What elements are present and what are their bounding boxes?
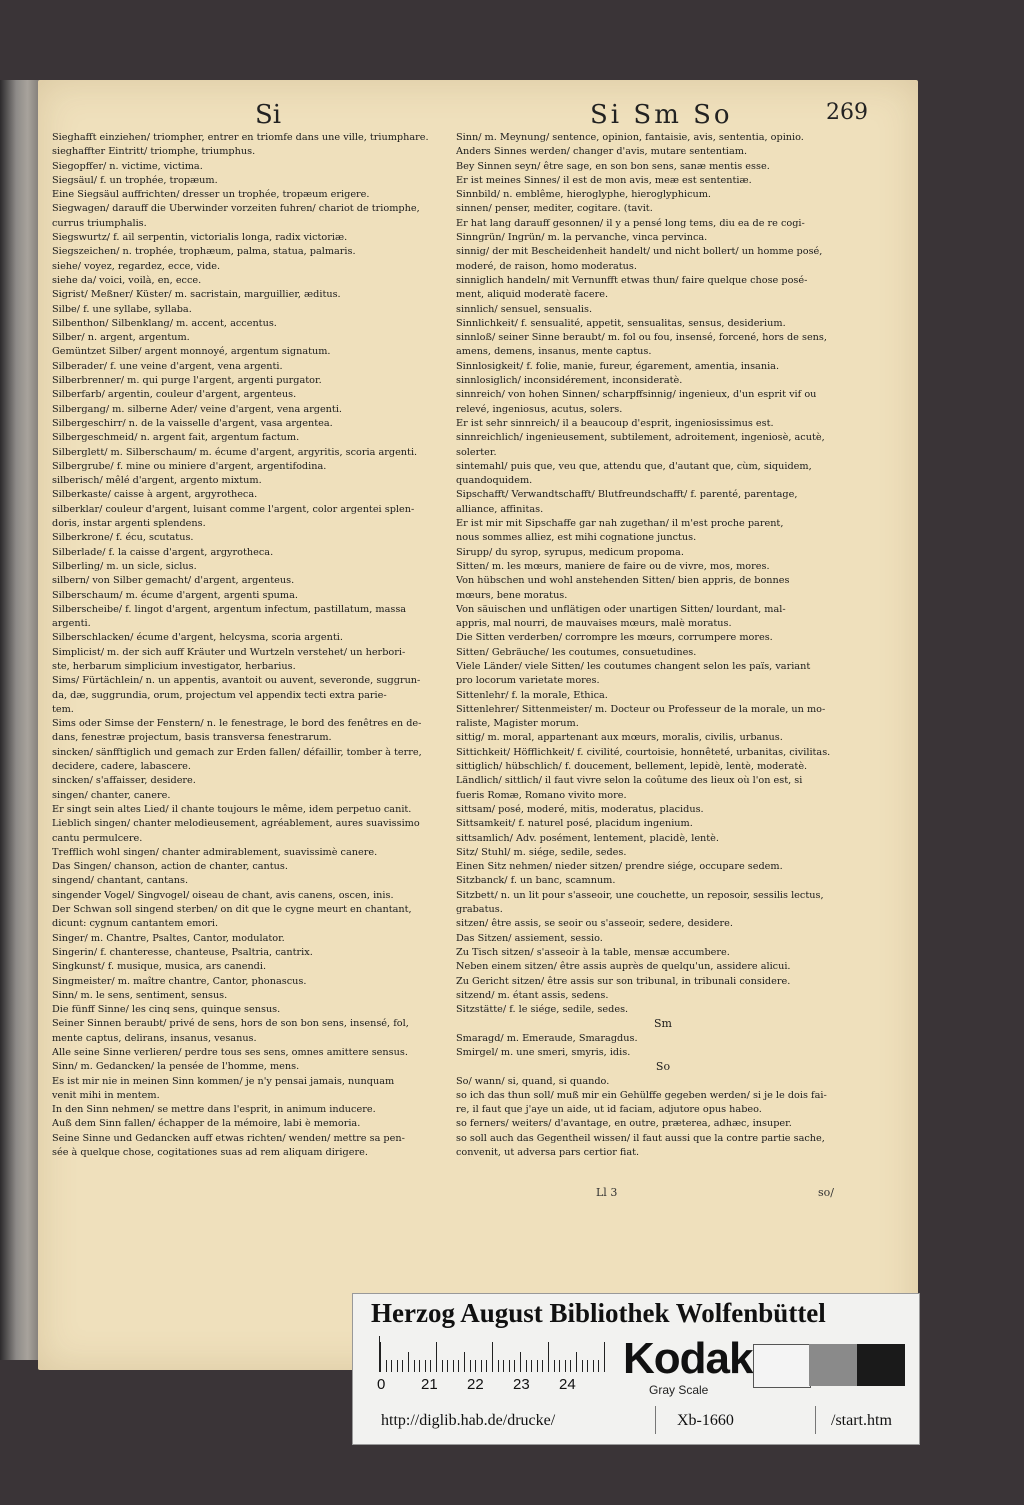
entry-line: Silbenthon/ Silbenklang/ m. accent, accentus. xyxy=(52,317,277,329)
ruler-tick xyxy=(587,1360,588,1372)
ruler-tick xyxy=(447,1360,448,1372)
gray-swatch-black xyxy=(857,1344,905,1386)
entry-line: alliance, affinitas. xyxy=(456,503,544,515)
running-header-right: Si Sm So xyxy=(590,100,733,130)
entry-line: mente captus, delirans, insanus, vesanus. xyxy=(52,1032,257,1044)
entry-line: relevé, ingeniosus, acutus, solers. xyxy=(456,403,623,415)
entry-line: sinnloß/ seiner Sinne beraubt/ m. fol ou fou, insensé, forcené, hors de sens, xyxy=(456,332,827,344)
entry-line: Einen Sitz nehmen/ nieder sitzen/ prendre siége, occupare sedem. xyxy=(456,861,783,873)
entry-line: sitzen/ être assis, se seoir ou s'asseoir, sedere, desidere. xyxy=(456,918,733,930)
entry-line: amens, demens, insanus, mente captus. xyxy=(456,346,652,358)
entry-line: Lieblich singen/ chanter melodieusement, agréablement, aures suavissimo xyxy=(52,818,420,830)
ruler-tick xyxy=(391,1360,392,1372)
ruler-tick xyxy=(464,1352,465,1372)
ruler-tick xyxy=(542,1360,543,1372)
entry-line: Er hat lang darauff gesonnen/ il y a pensé long tems, diu ea de re cogi- xyxy=(456,217,805,229)
entry-line: Es ist mir nie in meinen Sinn kommen/ je n'y pensai jamais, nunquam xyxy=(52,1075,395,1087)
entry-line: venit mihi in mentem. xyxy=(52,1089,160,1101)
ruler-tick xyxy=(414,1360,415,1372)
ruler-tick xyxy=(526,1360,527,1372)
entry-line: Alle seine Sinne verlieren/ perdre tous ses sens, omnes amittere sensus. xyxy=(52,1047,408,1058)
entry-line: Sipschafft/ Verwandtschafft/ Blutfreundschafft/ f. parenté, parentage, xyxy=(456,489,798,501)
entry-line: Zu Gericht sitzen/ être assis sur son tribunal, in tribunali considere. xyxy=(456,975,791,987)
entry-line: Er ist meines Sinnes/ il est de mon avis, meæ est sententiæ. xyxy=(456,174,752,186)
entry-line: Anders Sinnes werden/ changer d'avis, mutare sententiam. xyxy=(456,146,748,158)
entry-line: In den Sinn nehmen/ se mettre dans l'esprit, in animum inducere. xyxy=(52,1104,376,1116)
card-divider xyxy=(655,1406,656,1434)
entry-line: Sinn/ m. le sens, sentiment, sensus. xyxy=(52,989,228,1001)
ruler-tick xyxy=(503,1360,504,1372)
entry-line: Das Sitzen/ assiement, sessio. xyxy=(456,932,603,944)
entry-line: Sm xyxy=(654,1017,672,1031)
ruler-tick xyxy=(481,1360,482,1372)
entry-line: quandoquidem. xyxy=(456,475,533,487)
entry-line: silberklar/ couleur d'argent, luisant comme l'argent, color argentei splen- xyxy=(52,503,415,515)
entry-line: Das Singen/ chanson, action de chanter, cantus. xyxy=(52,861,288,873)
entry-line: Sieghafft einziehen/ triompher, entrer en triomfe dans une ville, triumphare. xyxy=(52,132,429,143)
entry-line: silbern/ von Silber gemacht/ d'argent, argenteus. xyxy=(52,575,295,587)
entry-line: mœurs, bene moratus. xyxy=(456,589,568,601)
ruler-tick xyxy=(486,1360,487,1372)
entry-line: Silberkrone/ f. écu, scutatus. xyxy=(52,532,194,544)
entry-line: sinnig/ der mit Bescheidenheit handelt/ und nicht bollert/ un homme posé, xyxy=(456,246,823,258)
entry-line: tem. xyxy=(52,703,74,715)
card-divider xyxy=(815,1406,816,1434)
entry-line: Siegszeichen/ n. trophée, trophæum, palma, statua, palmaris. xyxy=(52,246,356,258)
entry-line: dicunt: cygnum cantantem emori. xyxy=(52,918,219,930)
ruler-tick xyxy=(554,1360,555,1372)
entry-line: Viele Länder/ viele Sitten/ les coutumes changent selon les païs, variant xyxy=(456,660,811,672)
entry-line: Bey Sinnen seyn/ être sage, en son bon sens, sanæ mentis esse. xyxy=(456,160,770,172)
entry-line: sintemahl/ puis que, veu que, attendu que, d'autant que, cùm, siquidem, xyxy=(456,460,812,472)
entry-line: Sirupp/ du syrop, syrupus, medicum propoma. xyxy=(456,546,684,558)
scale-ruler xyxy=(379,1336,610,1372)
entry-line: so ferners/ weiters/ d'avantage, en outre, præterea, adhæc, insuper. xyxy=(456,1118,792,1130)
entry-line: Sinngrün/ Ingrün/ m. la pervanche, vinca pervinca. xyxy=(456,232,708,244)
entry-line: Siegswurtz/ f. ail serpentin, victorialis longa, radix victoriæ. xyxy=(52,232,348,244)
ruler-tick xyxy=(436,1342,437,1372)
entry-line: appris, mal nourri, de mauvaises mœurs, malè moratus. xyxy=(456,618,732,630)
ruler-tick xyxy=(509,1360,510,1372)
ruler-tick xyxy=(386,1360,387,1372)
entry-line: ste, herbarum simplicium investigator, herbarius. xyxy=(52,660,296,672)
entry-line: Sitten/ m. les mœurs, maniere de faire ou de vivre, mos, mores. xyxy=(456,560,770,572)
ruler-tick xyxy=(470,1360,471,1372)
entry-line: Sittenlehr/ f. la morale, Ethica. xyxy=(456,689,608,701)
entry-line: sincken/ sänfftiglich und gemach zur Erden fallen/ défaillir, tomber à terre, xyxy=(52,746,422,758)
entry-line: sinniglich handeln/ mit Vernunfft etwas thun/ faire quelque chose posé- xyxy=(456,274,808,286)
entry-line: Sitzstätte/ f. le siége, sedile, sedes. xyxy=(456,1004,629,1016)
entry-line: Sittsamkeit/ f. naturel posé, placidum ingenium. xyxy=(456,818,693,830)
entry-line: Der Schwan soll singend sterben/ on dit que le cygne meurt en chantant, xyxy=(52,904,412,916)
ruler-tick xyxy=(408,1352,409,1372)
entry-line: Singmeister/ m. maître chantre, Cantor, phonascus. xyxy=(52,975,307,987)
entry-line: silberisch/ mêlé d'argent, argento mixtum. xyxy=(52,475,262,487)
entry-line: Silbergeschirr/ n. de la vaisselle d'argent, vasa argentea. xyxy=(52,417,333,429)
entry-line: Silberader/ f. une veine d'argent, vena argenti. xyxy=(52,360,283,372)
kodak-logo: Kodak xyxy=(623,1334,753,1383)
start-page-path: /start.htm xyxy=(831,1412,892,1429)
ruler-tick xyxy=(380,1342,381,1372)
catchword: so/ xyxy=(818,1186,834,1199)
entry-line: Seine Sinne und Gedancken auff etwas richten/ wenden/ mettre sa pen- xyxy=(52,1132,405,1144)
entry-line: Silber/ n. argent, argentum. xyxy=(52,332,190,344)
entry-line: singend/ chantant, cantans. xyxy=(52,875,189,887)
entry-line: Silbergrube/ f. mine ou miniere d'argent, argentifodina. xyxy=(52,460,327,472)
entry-line: decidere, cadere, labascere. xyxy=(52,761,191,773)
entry-line: Silberlade/ f. la caisse d'argent, argyrotheca. xyxy=(52,546,274,558)
entry-line: Silberfarb/ argentin, couleur d'argent, argenteus. xyxy=(52,389,297,401)
ruler-number: 21 xyxy=(421,1376,438,1393)
ruler-tick xyxy=(593,1360,594,1372)
entry-line: sinnlosiglich/ inconsidérement, inconsideratè. xyxy=(456,375,683,387)
entry-line: currus triumphalis. xyxy=(52,217,147,229)
ruler-tick xyxy=(453,1360,454,1372)
entry-line: Ländlich/ sittlich/ il faut vivre selon la coûtume des lieux où l'on est, si xyxy=(456,775,803,787)
entry-line: Sinn/ m. Meynung/ sentence, opinion, fantaisie, avis, sententia, opinio. xyxy=(456,132,804,143)
ruler-tick xyxy=(570,1360,571,1372)
entry-line: solerter. xyxy=(456,446,497,458)
digital-library-url: http://diglib.hab.de/drucke/ xyxy=(381,1412,556,1429)
entry-line: Silbergang/ m. silberne Ader/ veine d'argent, vena argenti. xyxy=(52,403,342,415)
entry-line: so soll auch das Gegentheil wissen/ il faut aussi que la contre partie sache, xyxy=(456,1132,825,1144)
entry-line: So xyxy=(655,1060,671,1074)
entry-line: re, il faut que j'aye un aide, ut id faciam, adjutore opus habeo. xyxy=(456,1104,762,1116)
entry-line: Silberglett/ m. Silberschaum/ m. écume d'argent, argyritis, scoria argenti. xyxy=(52,446,418,458)
entry-line: Sittenlehrer/ Sittenmeister/ m. Docteur ou Professeur de la morale, un mo- xyxy=(456,703,826,715)
entry-line: Eine Siegsäul auffrichten/ dresser un trophée, tropæum erigere. xyxy=(52,189,370,201)
entry-line: sinnlich/ sensuel, sensualis. xyxy=(456,303,593,315)
ruler-tick xyxy=(397,1360,398,1372)
entry-line: Simplicist/ m. der sich auff Kräuter und Wurtzeln verstehet/ un herbori- xyxy=(52,646,406,658)
ruler-tick xyxy=(598,1360,599,1372)
ruler-number: 24 xyxy=(559,1376,576,1393)
entry-line: singender Vogel/ Singvogel/ oiseau de chant, avis canens, oscen, inis. xyxy=(52,889,394,901)
ruler-number: 22 xyxy=(467,1376,484,1393)
entry-line: singen/ chanter, canere. xyxy=(52,789,171,801)
entry-line: Von säuischen und unflätigen oder unartigen Sitten/ lourdant, mal- xyxy=(456,603,786,615)
entry-line: sittig/ m. moral, appartenant aux mœurs, moralis, civilis, urbanus. xyxy=(456,732,783,744)
entry-line: Siegsäul/ f. un trophée, tropæum. xyxy=(52,174,218,186)
ruler-tick xyxy=(492,1342,493,1372)
ruler-tick xyxy=(514,1360,515,1372)
library-name: Herzog August Bibliothek Wolfenbüttel xyxy=(371,1298,826,1328)
ruler-tick xyxy=(565,1360,566,1372)
ruler-tick xyxy=(498,1360,499,1372)
entry-line: raliste, Magister morum. xyxy=(456,718,579,730)
entry-line: sinnreichlich/ ingenieusement, subtilement, adroitement, ingeniosè, acutè, xyxy=(456,432,825,444)
entry-line: Smirgel/ m. une smeri, smyris, idis. xyxy=(456,1047,631,1058)
entry-line: Siegwagen/ darauff die Uberwinder vorzeiten fuhren/ chariot de triomphe, xyxy=(52,203,420,215)
ruler-tick xyxy=(520,1352,521,1372)
page-number: 269 xyxy=(826,100,868,125)
entry-line: siehe da/ voici, voilà, en, ecce. xyxy=(52,274,202,286)
ruler-tick xyxy=(576,1352,577,1372)
entry-line: Silberkaste/ caisse à argent, argyrotheca. xyxy=(52,489,258,501)
entry-line: sinnen/ penser, mediter, cogitare. (tavit. xyxy=(456,203,653,215)
ruler-tick xyxy=(531,1360,532,1372)
entry-line: so ich das thun soll/ muß mir ein Gehülffe gegeben werden/ si je le dois fai- xyxy=(456,1089,827,1101)
ruler-number: 23 xyxy=(513,1376,530,1393)
entry-line: siehe/ voyez, regardez, ecce, vide. xyxy=(52,260,221,272)
entry-line: Zu Tisch sitzen/ s'asseoir à la table, mensæ accumbere. xyxy=(456,946,730,958)
ruler-tick xyxy=(559,1360,560,1372)
ruler-tick xyxy=(425,1360,426,1372)
entry-line: Sitzbett/ n. un lit pour s'asseoir, une couchette, un reposoir, sessilis lectus, xyxy=(456,889,824,901)
entry-line: Silbergeschmeid/ n. argent fait, argentum factum. xyxy=(52,432,300,444)
entry-line: Siegopffer/ n. victime, victima. xyxy=(52,160,203,172)
entry-line: sittsam/ posé, moderé, mitis, moderatus, placidus. xyxy=(456,803,704,815)
entry-line: Von hübschen und wohl anstehenden Sitten/ bien appris, de bonnes xyxy=(456,575,790,587)
entry-line: Sinnlosigkeit/ f. folie, manie, fureur, égarement, amentia, insania. xyxy=(456,360,780,372)
entry-line: Er singt sein altes Lied/ il chante toujours le même, idem perpetuo canit. xyxy=(52,803,412,815)
entry-line: fueris Romæ, Romano vivito more. xyxy=(456,789,627,801)
dictionary-column-left xyxy=(52,131,460,1160)
ruler-tick xyxy=(582,1360,583,1372)
entry-line: Smaragd/ m. Emeraude, Smaragdus. xyxy=(456,1032,638,1044)
entry-line: Gemüntzet Silber/ argent monnoyé, argentum signatum. xyxy=(52,346,331,358)
entry-line: Sinn/ m. Gedancken/ la pensée de l'homme, mens. xyxy=(52,1061,300,1073)
entry-line: Sigrist/ Meßner/ Küster/ m. sacristain, marguillier, æditus. xyxy=(52,289,341,301)
entry-line: grabatus. xyxy=(456,904,503,916)
entry-line: pro locorum varietate mores. xyxy=(456,675,600,687)
ruler-tick xyxy=(402,1360,403,1372)
entry-line: So/ wann/ si, quand, si quando. xyxy=(456,1075,610,1087)
entry-line: Sims oder Simse der Fenstern/ n. le fenestrage, le bord des fenêtres en de- xyxy=(52,718,422,730)
entry-line: Sinnbild/ n. emblême, hieroglyphe, hieroglyphicum. xyxy=(456,189,711,201)
entry-line: Sittichkeit/ Höfflichkeit/ f. civilité, courtoisie, honnêteté, urbanitas, civilitas. xyxy=(456,746,831,758)
ruler-tick xyxy=(537,1360,538,1372)
entry-line: nous sommes alliez, est mihi cognatione junctus. xyxy=(456,532,697,544)
ruler-tick xyxy=(475,1360,476,1372)
ruler-tick xyxy=(548,1342,549,1372)
ruler-tick xyxy=(458,1360,459,1372)
entry-line: Er ist mir mit Sipschaffe gar nah zugethan/ il m'est proche parent, xyxy=(456,518,784,530)
entry-line: sittsamlich/ Adv. posément, lentement, placidè, lentè. xyxy=(456,832,719,844)
entry-line: Sinnlichkeit/ f. sensualité, appetit, sensualitas, sensus, desiderium. xyxy=(456,317,786,329)
entry-line: Silberschlacken/ écume d'argent, helcysma, scoria argenti. xyxy=(52,632,343,644)
entry-line: Die Sitten verderben/ corrompre les mœurs, corrumpere mores. xyxy=(456,632,773,644)
call-number: Xb-1660 xyxy=(677,1412,734,1429)
entry-line: sée à quelque chose, cogitationes suas ad rem aliquam dirigere. xyxy=(52,1147,368,1159)
entry-line: Sitzbanck/ f. un banc, scamnum. xyxy=(456,875,616,887)
gray-swatch-mid xyxy=(809,1344,857,1386)
entry-line: dans, fenestræ projectum, basis transversa fenestrarum. xyxy=(52,732,332,744)
entry-line: Sitz/ Stuhl/ m. siége, sedile, sedes. xyxy=(456,846,627,858)
entry-line: Die fünff Sinne/ les cinq sens, quinque sensus. xyxy=(52,1004,281,1016)
entry-line: Silberschaum/ m. écume d'argent, argenti spuma. xyxy=(52,589,298,601)
entry-line: doris, instar argenti splendens. xyxy=(52,518,206,530)
entry-line: argenti. xyxy=(52,618,91,630)
entry-line: Sims/ Fürtächlein/ n. un appentis, avantoit ou auvent, severonde, suggrun- xyxy=(52,675,421,687)
ruler-tick xyxy=(442,1360,443,1372)
entry-line: Singer/ m. Chantre, Psaltes, Cantor, modulator. xyxy=(52,932,285,944)
entry-line: Silberscheibe/ f. lingot d'argent, argentum infectum, pastillatum, massa xyxy=(52,603,407,615)
ruler-tick xyxy=(419,1360,420,1372)
entry-line: Singerin/ f. chanteresse, chanteuse, Psaltria, cantrix. xyxy=(52,946,313,958)
ruler-tick xyxy=(430,1360,431,1372)
entry-line: sitzend/ m. étant assis, sedens. xyxy=(456,989,609,1001)
entry-line: sinnreich/ von hohen Sinnen/ scharpffsinnig/ ingenieux, d'un esprit vif ou xyxy=(456,389,817,401)
entry-line: cantu permulcere. xyxy=(52,832,143,844)
dictionary-column-right xyxy=(456,131,870,1160)
running-header-left: Si xyxy=(255,100,282,130)
entry-line: Sitten/ Gebräuche/ les coutumes, consuetudines. xyxy=(456,646,697,658)
gray-swatch-white xyxy=(753,1344,811,1388)
entry-line: Auß dem Sinn fallen/ échapper de la mémoire, labi è memoria. xyxy=(52,1118,361,1130)
entry-line: Neben einem sitzen/ être assis auprès de quelqu'un, assidere alicui. xyxy=(456,961,791,973)
entry-line: Silbe/ f. une syllabe, syllaba. xyxy=(52,303,192,315)
ruler-tick xyxy=(604,1342,605,1372)
entry-line: Silberling/ m. un sicle, siclus. xyxy=(52,560,197,572)
signature-mark: Ll 3 xyxy=(596,1186,618,1199)
ruler-number: 0 xyxy=(377,1376,386,1393)
entry-line: da, dæ, suggrundia, orum, projectum vel appendix tecti extra parie- xyxy=(52,689,387,701)
entry-line: Er ist sehr sinnreich/ il a beaucoup d'esprit, ingeniosissimus est. xyxy=(456,417,774,429)
entry-line: Silberbrenner/ m. qui purge l'argent, argenti purgator. xyxy=(52,375,322,387)
entry-line: Seiner Sinnen beraubt/ privé de sens, hors de son bon sens, insensé, fol, xyxy=(52,1018,409,1030)
entry-line: Singkunst/ f. musique, musica, ars canendi. xyxy=(52,961,267,973)
entry-line: ment, aliquid moderatè facere. xyxy=(456,289,609,301)
entry-line: sieghaffter Eintritt/ triomphe, triumphus. xyxy=(52,146,256,158)
entry-line: sittiglich/ hübschlich/ f. doucement, bellement, lepidè, lentè, moderatè. xyxy=(456,761,808,773)
gray-scale-label: Gray Scale xyxy=(649,1383,709,1397)
entry-line: moderé, de raison, homo moderatus. xyxy=(456,260,637,272)
entry-line: sincken/ s'affaisser, desidere. xyxy=(52,775,196,787)
digitization-target-card xyxy=(352,1293,920,1445)
entry-line: convenit, ut adversa pars certior fiat. xyxy=(456,1147,640,1159)
entry-line: Trefflich wohl singen/ chanter admirablement, suavissimè canere. xyxy=(52,846,378,858)
